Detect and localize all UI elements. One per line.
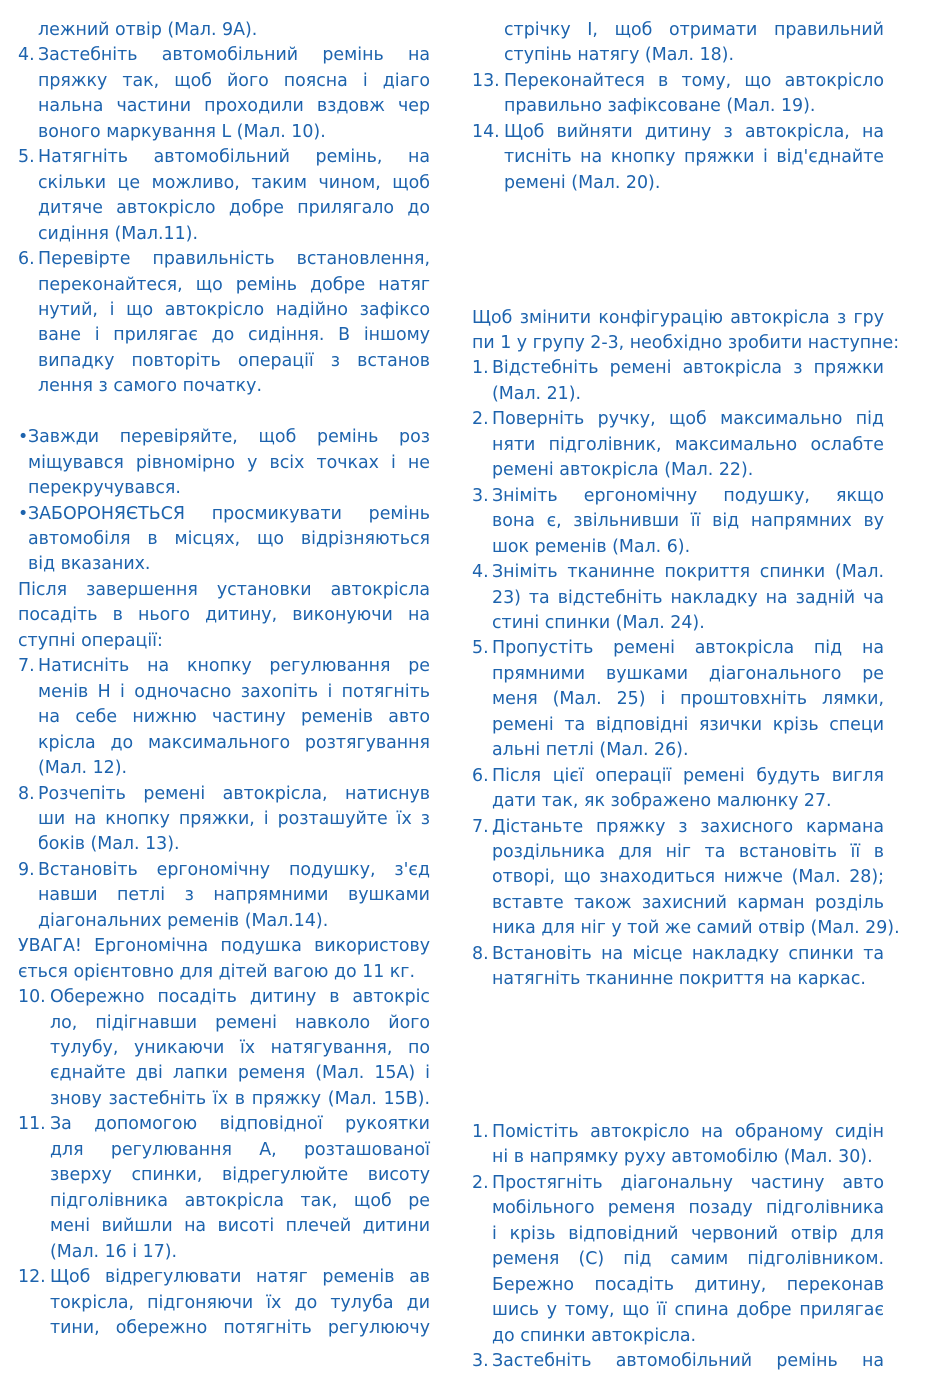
line-text: Пропустіть ремені автокрісла під на [492, 638, 884, 659]
bullet: • [18, 427, 29, 448]
line-text: на себе нижню частину ременів авто [38, 707, 430, 728]
text-line [18, 1316, 430, 1341]
text-line [18, 120, 430, 145]
text-line [18, 883, 430, 908]
text-line [18, 94, 430, 119]
text-line [18, 451, 430, 476]
line-text: крісла до максимального розтягування [38, 732, 430, 753]
line-text: 23) та відстебніть накладку на задній ча [492, 587, 884, 608]
text-line [18, 18, 430, 43]
line-text: ника для ніг у той же самий отвір (Мал. 29). [492, 918, 900, 939]
line-text: Переконайтеся в тому, що автокрісло [504, 70, 884, 91]
item-number: 10. [18, 987, 46, 1008]
line-text: і крізь відповідний червоний отвір для [492, 1223, 884, 1244]
line-text: для регулювання A, розташованої [50, 1139, 430, 1160]
list-item-first-line [472, 1171, 884, 1196]
line-text: зверху спинки, відрегулюйте висоту [50, 1165, 430, 1186]
text-line [18, 909, 430, 934]
text-line [18, 69, 430, 94]
list-item-first-line [472, 636, 884, 661]
line-text: єднайте дві лапки ременя (Мал. 15A) і [50, 1063, 430, 1084]
line-text: автомобіля в місцях, що відрізняються [28, 529, 430, 549]
text-line [18, 298, 430, 323]
line-text: Відстебніть ремені автокрісла з пряжки [492, 358, 884, 379]
line-text: Щоб вийняти дитину з автокрісла, на [504, 121, 884, 142]
line-text: ється орієнтовно для дітей вагою до 11 кг. [18, 961, 415, 982]
line-text: За допомогою відповідної рукоятки [50, 1114, 430, 1135]
line-text: ване і прилягає до сидіння. В іншому [38, 325, 430, 346]
list-item-first-line [472, 815, 884, 840]
line-text: навши петлі з напрямними вушками [38, 885, 430, 906]
line-text: діагональних ременів (Мал.14). [38, 910, 329, 931]
line-text: мені вийшли на висоті плечей дитини [50, 1216, 430, 1237]
text-line [18, 960, 430, 985]
text-line [472, 713, 884, 738]
item-number: 11. [18, 1114, 46, 1135]
list-item-first-line [472, 484, 884, 509]
line-text: Після цієї операції ремені будуть вигля [492, 765, 884, 786]
line-text: Помістіть автокрісло на обраному сидін [492, 1121, 884, 1142]
line-text: підголівника автокрісла так, щоб ре [50, 1190, 430, 1211]
line-text: Простягніть діагональну частину авто [492, 1172, 884, 1193]
line-text: Розчепіть ремені автокрісла, натиснув [38, 783, 430, 804]
line-text: дати так, як зображено малюнку 27. [492, 791, 832, 812]
list-item-first-line [472, 764, 884, 789]
text-line [472, 789, 884, 814]
text-line [472, 145, 884, 170]
line-text: прямними вушками діагонального ре [492, 663, 884, 684]
line-text: ЗАБОРОНЯЄТЬСЯ просмикувати ремінь [28, 503, 430, 524]
line-text: ремені (Мал. 20). [504, 172, 661, 193]
line-text: посадіть в нього дитину, виконуючи на [18, 605, 430, 626]
line-text: Щоб відрегулювати натяг ременів ав [50, 1267, 430, 1288]
line-text: ремені та відповідні язички крізь специ [492, 714, 884, 735]
list-item-first-line [18, 1112, 430, 1137]
list-item-first-line [18, 425, 430, 450]
list-item-first-line [472, 942, 884, 967]
item-number: 3. [472, 485, 489, 506]
text-line [472, 1247, 884, 1272]
list-item-first-line [18, 43, 430, 68]
line-text: УВАГА! Ергономічна подушка використову [18, 936, 430, 957]
text-line [18, 171, 430, 196]
text-line [18, 1189, 430, 1214]
text-line [472, 891, 884, 916]
item-number: 4. [18, 45, 35, 66]
line-text: меня (Мал. 25) і проштовхніть лямки, [492, 689, 884, 710]
text-line [472, 382, 884, 407]
list-item-first-line [472, 120, 884, 145]
bullet: • [18, 503, 29, 524]
text-line [472, 687, 884, 712]
text-line [18, 374, 430, 399]
item-number: 13. [472, 70, 500, 91]
text-line [18, 323, 430, 348]
list-item-first-line [18, 654, 430, 679]
list-item-first-line [472, 1120, 884, 1145]
line-text: шись у тому, що її спина добре прилягає [492, 1300, 884, 1321]
item-number: 7. [18, 656, 35, 677]
line-text: нутий, і що автокрісло надійно зафіксо [38, 299, 430, 320]
item-number: 5. [472, 638, 489, 659]
line-text: Зніміть ергономічну подушку, якщо [492, 485, 884, 506]
text-line [472, 331, 900, 356]
line-text: ло, підігнавши ремені навколо його [50, 1012, 430, 1033]
text-line [18, 934, 430, 959]
text-line [472, 967, 884, 992]
line-text: ні в напрямку руху автомобілю (Мал. 30). [492, 1147, 873, 1168]
line-text: альні петлі (Мал. 26). [492, 740, 689, 761]
text-line [18, 603, 430, 628]
text-line [18, 273, 430, 298]
text-line [18, 476, 430, 501]
list-item-first-line [18, 782, 430, 807]
text-line [472, 433, 884, 458]
list-item-first-line [472, 560, 884, 585]
text-line [472, 865, 884, 890]
text-line [18, 731, 430, 756]
item-number: 8. [472, 943, 489, 964]
line-text: няти підголівник, максимально ослабте [492, 434, 884, 455]
list-item-first-line [472, 1349, 884, 1374]
text-line [18, 705, 430, 730]
line-text: Зніміть тканинне покриття спинки (Мал. [492, 562, 884, 583]
item-number: 3. [472, 1351, 489, 1372]
line-text: пи 1 у групу 2-3, необхідно зробити наступне: [472, 333, 900, 354]
item-number: 14. [472, 121, 500, 142]
list-item-first-line [18, 502, 430, 527]
left-column [18, 0, 430, 1378]
line-text: Обережно посадіть дитину в автокріс [50, 987, 430, 1008]
text-line [18, 629, 430, 654]
line-text: ремені автокрісла (Мал. 22). [492, 460, 754, 481]
text-line [18, 1291, 430, 1316]
line-text: Після завершення установки автокрісла [18, 579, 430, 600]
line-text: тулубу, уникаючи їх натягування, по [50, 1038, 430, 1058]
text-line [472, 458, 884, 483]
line-text: від вказаних. [28, 554, 151, 575]
line-text: Встановіть ергономічну подушку, з'єд [38, 859, 430, 880]
line-text: сидіння (Мал.11). [38, 223, 198, 244]
line-text: натягніть тканинне покриття на каркас. [492, 969, 866, 990]
item-number: 2. [472, 409, 489, 430]
line-text: Натягніть автомобільний ремінь, на [38, 147, 430, 168]
line-text: токрісла, підгоняючи їх до тулуба ди [50, 1292, 430, 1313]
text-line [472, 1145, 884, 1170]
line-text: тисніть на кнопку пряжки і від'єднайте [504, 147, 884, 168]
list-item-first-line [472, 356, 884, 381]
line-text: Застебніть автомобільний ремінь на [38, 45, 430, 66]
line-text: стині спинки (Мал. 24). [492, 612, 705, 633]
list-item-first-line [472, 69, 884, 94]
text-line [18, 400, 430, 425]
line-text: Поверніть ручку, щоб максимально під [492, 409, 884, 430]
list-item-first-line [18, 985, 430, 1010]
item-number: 1. [472, 1121, 489, 1142]
text-line [472, 18, 884, 43]
text-line [18, 1214, 430, 1239]
text-line [18, 832, 430, 857]
text-line [18, 1240, 430, 1265]
item-number: 6. [18, 249, 35, 270]
line-text: Натисніть на кнопку регулювання ре [38, 656, 430, 677]
line-text: випадку повторіть операції з встанов [38, 350, 430, 371]
text-line [18, 349, 430, 374]
text-line [472, 1324, 884, 1349]
item-number: 7. [472, 816, 489, 837]
text-line [18, 196, 430, 221]
line-text: боків (Мал. 13). [38, 834, 180, 855]
line-text: отворі, що знаходиться нижче (Мал. 28); [492, 867, 884, 888]
text-line [472, 662, 884, 687]
line-text: Щоб змінити конфігурацію автокрісла з гру [472, 307, 884, 328]
line-text: вставте також захисний карман розділь [492, 892, 884, 913]
line-text: Встановіть на місце накладку спинки та [492, 943, 884, 964]
line-text: воного маркування L (Мал. 10). [38, 121, 326, 142]
text-line [472, 43, 884, 68]
text-line [18, 222, 430, 247]
list-item-first-line [18, 1265, 430, 1290]
item-number: 4. [472, 562, 489, 583]
text-line [472, 1196, 884, 1221]
line-text: вона є, звільнивши її від напрямних ву [492, 511, 884, 532]
text-line [18, 1163, 430, 1188]
line-text: до спинки автокрісла. [492, 1325, 697, 1346]
line-text: стрічку I, щоб отримати правильний [504, 20, 884, 40]
text-line [18, 1087, 430, 1112]
line-text: нальна частини проходили вздовж чер [38, 96, 430, 117]
item-number: 6. [472, 765, 489, 786]
item-number: 1. [472, 358, 489, 379]
list-item-first-line [18, 858, 430, 883]
line-text: ступні операції: [18, 630, 163, 651]
text-line [18, 552, 430, 577]
text-line [472, 611, 884, 636]
line-text: ступінь натягу (Мал. 18). [504, 45, 734, 66]
line-text: лежний отвір (Мал. 9А). [38, 20, 258, 40]
text-line [472, 94, 884, 119]
line-text: скільки це можливо, таким чином, щоб [38, 172, 430, 193]
text-line [472, 916, 900, 941]
line-text: міщувався рівномірно у всіх точках і не [28, 452, 430, 473]
text-line [18, 680, 430, 705]
text-line [18, 1036, 430, 1061]
line-text: пряжку так, щоб його поясна і діаго [38, 70, 430, 91]
line-text: знову застебніть їх в пряжку (Мал. 15B). [50, 1088, 430, 1109]
text-line [472, 1298, 884, 1323]
line-text: правильно зафіксоване (Мал. 19). [504, 96, 816, 117]
text-line [18, 527, 430, 552]
text-line [18, 578, 430, 603]
line-text: Перевірте правильність встановлення, [38, 249, 430, 270]
line-text: перекручувався. [28, 478, 181, 499]
line-text: ши на кнопку пряжки, і розташуйте їх з [38, 808, 430, 829]
text-line [472, 738, 884, 763]
text-line [472, 171, 884, 196]
item-number: 9. [18, 859, 35, 880]
item-number: 5. [18, 147, 35, 168]
text-line [18, 807, 430, 832]
text-line [472, 509, 884, 534]
line-text: мобільного ременя позаду підголівника [492, 1198, 884, 1219]
text-line [18, 1061, 430, 1086]
list-item-first-line [18, 145, 430, 170]
line-text: шок ременів (Мал. 6). [492, 536, 691, 557]
line-text: переконайтеся, що ремінь добре натяг [38, 274, 430, 295]
text-line [18, 1138, 430, 1163]
item-number: 12. [18, 1267, 46, 1288]
line-text: (Мал. 12). [38, 758, 128, 779]
line-text: дитяче автокрісло добре прилягало до [38, 198, 430, 219]
line-text: роздільника для ніг та встановіть її в [492, 842, 884, 863]
text-line [472, 535, 884, 560]
text-line [472, 306, 884, 331]
line-text: Завжди перевіряйте, щоб ремінь роз [28, 427, 430, 448]
text-line [472, 586, 884, 611]
list-item-first-line [472, 407, 884, 432]
line-text: (Мал. 21). [492, 383, 582, 404]
right-column [472, 0, 900, 1378]
text-line [472, 1222, 884, 1247]
line-text: (Мал. 16 і 17). [50, 1241, 178, 1262]
line-text: Бережно посадіть дитину, переконав [492, 1274, 884, 1295]
text-line [472, 1273, 884, 1298]
item-number: 2. [472, 1172, 489, 1193]
line-text: лення з самого початку. [38, 376, 262, 397]
line-text: Застебніть автомобільний ремінь на [492, 1351, 884, 1372]
line-text: ременя (С) під самим підголівником. [492, 1249, 884, 1270]
text-line [18, 756, 430, 781]
item-number: 8. [18, 783, 35, 804]
line-text: тини, обережно потягніть регулюючу [50, 1317, 430, 1338]
line-text: менів H і одночасно захопіть і потягніть [38, 681, 430, 702]
text-line [472, 840, 884, 865]
text-line [18, 1011, 430, 1036]
line-text: Дістаньте пряжку з захисного кармана [492, 816, 884, 837]
list-item-first-line [18, 247, 430, 272]
